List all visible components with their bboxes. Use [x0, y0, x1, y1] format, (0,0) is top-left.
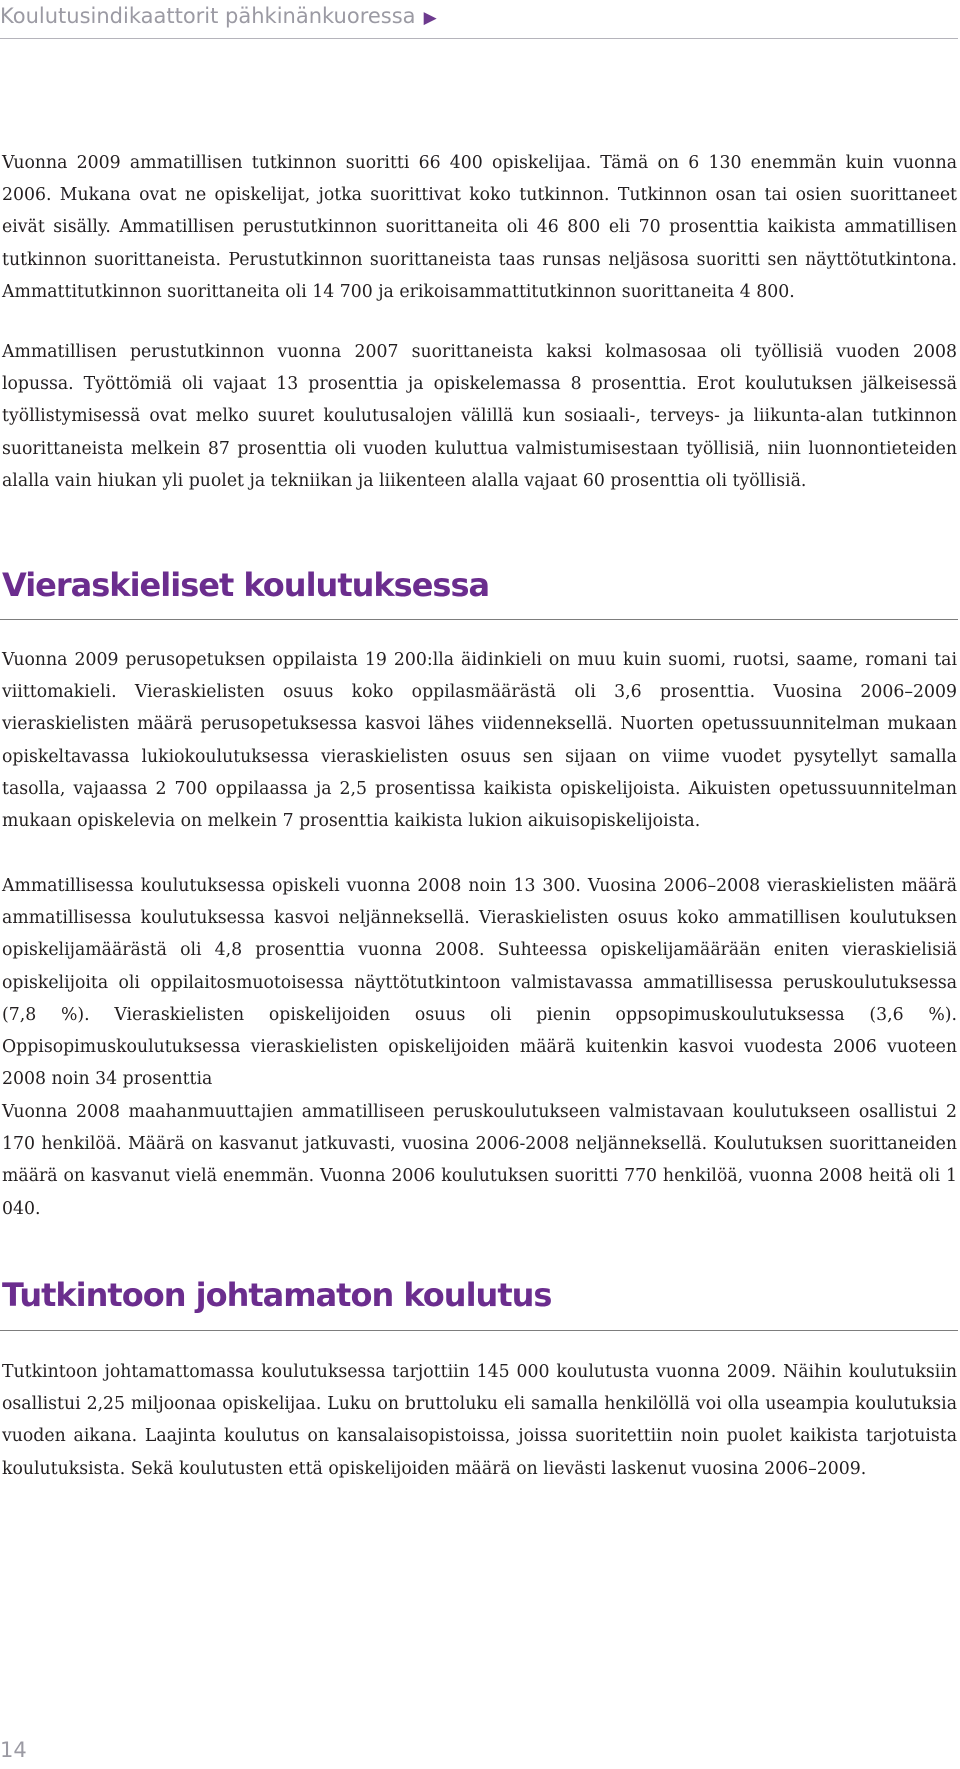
- section-rule: [0, 619, 958, 620]
- intro-paragraph-1: Vuonna 2009 ammatillisen tutkinnon suoritti 66 400 opiskelijaa. Tämä on 6 130 enemmän kuin vuonna 2006. Mukana ovat ne opiskelijat, jotka suorittivat koko tutkinnon. Tutkinnon osan tai osien suorittaneet eivät sisälly. Ammatillisen perustutkinnon suorittaneita oli 46 800 eli 70 prosenttia kaikista ammatillisen tutkinnon suorittaneista. Perustutkinnon suorittaneista taas runsas neljäsosa suoritti sen näyttötutkintona. Ammattitutkinnon suorittaneita oli 14 700 ja erikoisammattitutkinnon suorittaneita 4 800.: [2, 153, 957, 302]
- section-rule: [0, 1330, 958, 1331]
- intro-paragraph-2: Ammatillisen perustutkinnon vuonna 2007 suorittaneista kaksi kolmasosaa oli työllisiä vuoden 2008 lopussa. Työttömiä oli vajaat 13 prosenttia ja opiskelemassa 8 prosenttia. Erot koulutuksen jälkeisessä työllistymisessä ovat melko suuret koulutusalojen välillä kun sosiaali-, terveys- ja liikunta-alan tutkinnon suorittaneista melkein 87 prosenttia oli vuoden kuluttua valmistumisestaan työllisiä, niin luonnontieteiden alalla vain hiukan yli puolet ja tekniikan ja liikenteen alalla vajaat 60 prosenttia oli työllisiä.: [2, 342, 957, 491]
- vieraskieliset-paragraph-1: Vuonna 2009 perusopetuksen oppilaista 19 200:lla äidinkieli on muu kuin suomi, ruotsi, saame, romani tai viittomakieli. Vieraskielisten osuus koko oppilasmäärästä oli 3,6 prosenttia. Vuosina 2006–2009 vieraskielisten määrä perusopetuksessa kasvoi lähes viidenneksellä. Nuorten opetussuunnitelman mukaan opiskeltavassa lukiokoulutuksessa vieraskielisten osuus sen sijaan on viime vuodet pysytellyt samalla tasolla, vajaassa 2 700 oppilaassa ja 2,5 prosentissa kaikista opiskelijoista. Aikuisten opetussuunnitelman mukaan opiskelevia on melkein 7 prosenttia kaikista lukion aikuisopiskelijoista.: [2, 650, 957, 832]
- header-rule: [0, 38, 958, 39]
- play-arrow-icon: ▶: [423, 8, 437, 28]
- section-heading-tutkintoon: Tutkintoon johtamaton koulutus: [2, 1276, 552, 1314]
- running-title: Koulutusindikaattorit pähkinänkuoressa: [0, 4, 416, 28]
- running-header: [0, 4, 437, 28]
- section-heading-vieraskieliset: Vieraskieliset koulutuksessa: [2, 566, 490, 604]
- tutkintoon-paragraph-1: Tutkintoon johtamattomassa koulutuksessa tarjottiin 145 000 koulutusta vuonna 2009. Näihin koulutuksiin osallistui 2,25 miljoonaa opiskelijaa. Luku on bruttoluku eli samalla henkilöllä voi olla useampia koulutuksia vuoden aikana. Laajinta koulutus on kansalaisopistoissa, joissa suoritettiin noin puolet kaikista tarjotuista koulutuksista. Sekä koulutusten että opiskelijoiden määrä on lievästi laskenut vuosina 2006–2009.: [2, 1362, 957, 1479]
- vieraskieliset-paragraph-3: Vuonna 2008 maahanmuuttajien ammatilliseen peruskoulutukseen valmistavaan koulutukseen osallistui 2 170 henkilöä. Määrä on kasvanut jatkuvasti, vuosina 2006-2008 neljänneksellä. Koulutuksen suorittaneiden määrä on kasvanut vielä enemmän. Vuonna 2006 koulutuksen suoritti 770 henkilöä, vuonna 2008 heitä oli 1 040.: [2, 1102, 957, 1219]
- page-number: 14: [0, 1738, 27, 1762]
- vieraskieliset-paragraph-2: Ammatillisessa koulutuksessa opiskeli vuonna 2008 noin 13 300. Vuosina 2006–2008 vieraskielisten määrä ammatillisessa koulutuksessa kasvoi neljänneksellä. Vieraskielisten osuus koko ammatillisen koulutuksen opiskelijamäärästä oli 4,8 prosenttia vuonna 2008. Suhteessa opiskelijamäärään eniten vieraskielisiä opiskelijoita oli oppilaitosmuotoisessa näyttötutkintoon valmistavassa ammatillisessa peruskoulutuksessa (7,8 %). Vieraskielisten opiskelijoiden osuus oli pienin oppsopimuskoulutuksessa (3,6 %). Oppisopimuskoulutuksessa vieraskielisten opiskelijoiden määrä kuitenkin kasvoi vuodesta 2006 vuoteen 2008 noin 34 prosenttia: [2, 876, 957, 1090]
